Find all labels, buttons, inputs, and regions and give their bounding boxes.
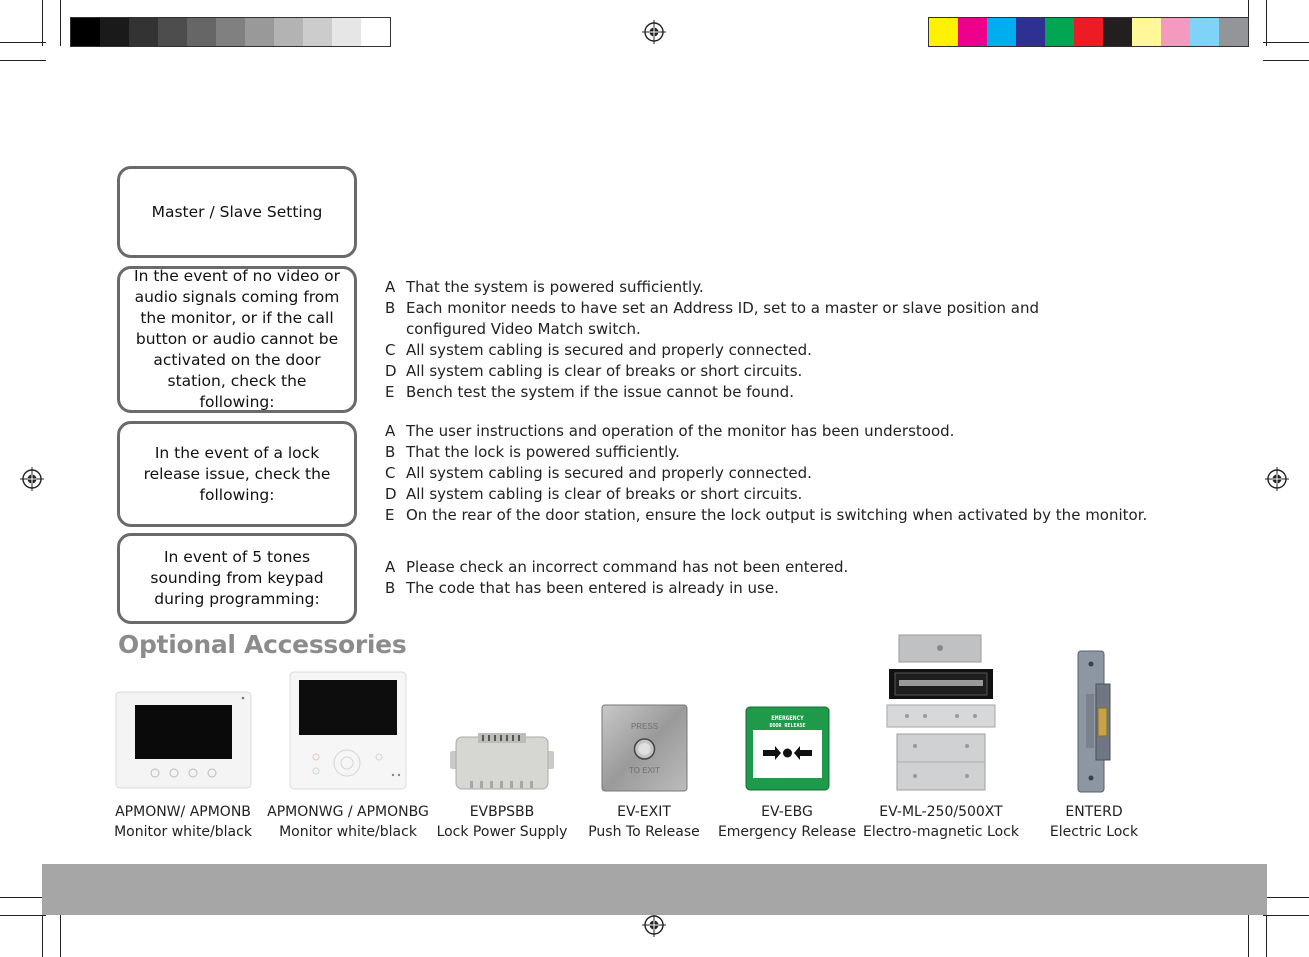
monitor-portrait-icon: [289, 671, 407, 790]
gray-swatch: [187, 18, 216, 46]
registration-mark-icon: [1265, 467, 1289, 491]
registration-mark-icon: [642, 20, 666, 44]
color-swatch: [1161, 18, 1190, 46]
accessories-heading: Optional Accessories: [118, 630, 407, 659]
product-label-apmonwg: [263, 802, 433, 842]
color-swatch: [1219, 18, 1248, 46]
gray-swatch: [129, 18, 158, 46]
list-item: B The code that has been entered is already in use.: [385, 579, 779, 597]
color-swatch: [1074, 18, 1103, 46]
color-swatch: [958, 18, 987, 46]
electric-strike-icon: [1076, 650, 1112, 793]
list-item: B That the lock is powered sufficiently.: [385, 443, 680, 461]
section-box-master-slave: [117, 166, 357, 258]
color-swatch: [1132, 18, 1161, 46]
product-label-apmonw: [98, 802, 268, 842]
product-label-ev-ml: [856, 802, 1026, 842]
product-code: EV-EXIT: [617, 804, 671, 820]
cmyk-color-bar: [928, 17, 1249, 47]
product-code: APMONWG / APMONBG: [267, 804, 429, 820]
list-item: A That the system is powered sufficiently.: [385, 278, 704, 296]
checklist-lock-release: [385, 421, 1147, 526]
list-item: A The user instructions and operation of the monitor has been understood.: [385, 422, 955, 440]
product-description: Monitor white/black: [279, 824, 417, 840]
registration-mark-icon: [20, 467, 44, 491]
product-code: EV-EBG: [761, 804, 813, 820]
checklist-five-tones: [385, 557, 848, 599]
list-item: B Each monitor needs to have set an Address ID, set to a master or slave position and: [385, 299, 1039, 317]
section-title: In the event of no video or audio signals coming from the monitor, or if the call button or audio cannot be activated on the door station, check the following:: [134, 267, 340, 411]
product-label-enterd: [1009, 802, 1179, 842]
gray-swatch: [303, 18, 332, 46]
list-item: C All system cabling is secured and properly connected.: [385, 464, 812, 482]
list-item: D All system cabling is clear of breaks or short circuits.: [385, 362, 803, 380]
gray-swatch: [71, 18, 100, 46]
svg-text:EMERGENCY: EMERGENCY: [771, 715, 804, 722]
monitor-icon: [115, 691, 252, 789]
product-description: Monitor white/black: [114, 824, 252, 840]
color-swatch: [1103, 18, 1132, 46]
gray-swatch: [100, 18, 129, 46]
list-item: A Please check an incorrect command has not been entered.: [385, 558, 849, 576]
product-code: EVBPSBB: [469, 804, 535, 820]
gray-swatch: [274, 18, 303, 46]
product-code: APMONW/ APMONB: [115, 804, 251, 820]
gray-swatch: [216, 18, 245, 46]
list-item: D All system cabling is clear of breaks or short circuits.: [385, 485, 803, 503]
exit-button-icon: [601, 704, 688, 792]
section-box-lock-release: [117, 421, 357, 527]
svg-text:DOOR RELEASE: DOOR RELEASE: [769, 723, 806, 729]
footer-bar: [42, 864, 1267, 915]
product-description: Electro-magnetic Lock: [863, 824, 1019, 840]
color-swatch: [1190, 18, 1219, 46]
product-label-ev-ebg: [702, 802, 872, 842]
product-code: ENTERD: [1065, 804, 1123, 820]
gray-swatch: [332, 18, 361, 46]
gray-swatch: [158, 18, 187, 46]
gray-swatch: [361, 18, 390, 46]
maglock-icon: [885, 634, 997, 792]
list-item: E On the rear of the door station, ensure the lock output is switching when activated by the monitor.: [385, 506, 1148, 524]
color-swatch: [987, 18, 1016, 46]
svg-text:PRESS: PRESS: [630, 722, 659, 731]
product-description: Electric Lock: [1049, 824, 1139, 840]
section-title: In event of 5 tones sounding from keypad during programming:: [150, 548, 324, 608]
section-box-five-tones: [117, 533, 357, 624]
section-box-no-video-audio: [117, 266, 357, 413]
list-item: C All system cabling is secured and properly connected.: [385, 341, 812, 359]
gray-swatch: [245, 18, 274, 46]
product-description: Lock Power Supply: [436, 824, 568, 840]
list-item: E Bench test the system if the issue cannot be found.: [385, 383, 794, 401]
color-swatch: [1045, 18, 1074, 46]
section-title: Master / Slave Setting: [151, 202, 323, 221]
grayscale-color-bar: [70, 17, 391, 47]
power-supply-icon: [450, 731, 554, 793]
emergency-release-icon: [745, 706, 830, 791]
svg-text:TO EXIT: TO EXIT: [629, 766, 660, 775]
registration-mark-icon: [642, 913, 666, 937]
product-description: Push To Release: [588, 824, 700, 840]
section-title: In the event of a lock release issue, check the following:: [143, 443, 331, 504]
color-swatch: [929, 18, 958, 46]
product-description: Emergency Release: [717, 824, 857, 840]
color-swatch: [1016, 18, 1045, 46]
checklist-no-video-audio: [385, 277, 1039, 403]
product-code: EV-ML-250/500XT: [879, 804, 1003, 820]
list-item: configured Video Match switch.: [406, 320, 641, 338]
